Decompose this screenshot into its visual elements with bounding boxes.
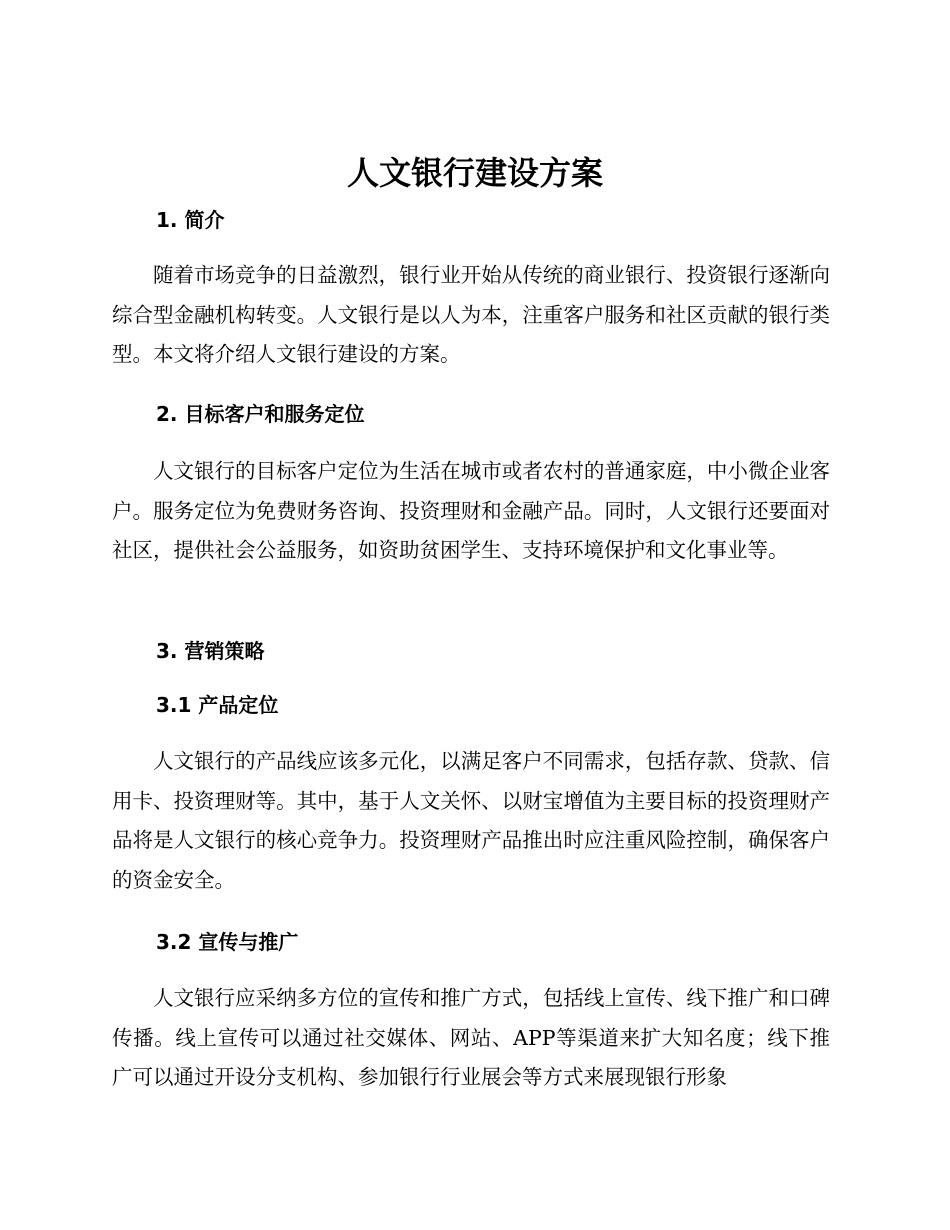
section-heading-promotion: 3.2 宣传与推广 (156, 930, 299, 954)
section-heading-intro: 1. 简介 (156, 208, 225, 232)
section-heading-marketing: 3. 营销策略 (156, 639, 265, 663)
section-paragraph-product-positioning: 人文银行的产品线应该多元化，以满足客户不同需求，包括存款、贷款、信用卡、投资理财等。其中，基于人文关怀、以财宝增值为主要目标的投资理财产品将是人文银行的核心竞争力。投资理财产品推出时应注重风险控制，确保客户的资金安全。 (112, 749, 830, 892)
section-paragraph-promotion: 人文银行应采纳多方位的宣传和推广方式，包括线上宣传、线下推广和口碑传播。线上宣传可以通过社交媒体、网站、APP等渠道来扩大知名度；线下推广可以通过开设分支机构、参加银行行业展会等方式来展现银行形象 (112, 986, 830, 1089)
document-title: 人文银行建设方案 (346, 154, 603, 192)
section-heading-target-customers: 2. 目标客户和服务定位 (156, 402, 365, 426)
section-heading-product-positioning: 3.1 产品定位 (156, 693, 279, 717)
section-paragraph-intro: 随着市场竞争的日益激烈，银行业开始从传统的商业银行、投资银行逐渐向综合型金融机构转变。人文银行是以人为本，注重客户服务和社区贡献的银行类型。本文将介绍人文银行建设的方案。 (112, 263, 830, 366)
section-paragraph-target-customers: 人文银行的目标客户定位为生活在城市或者农村的普通家庭，中小微企业客户。服务定位为免费财务咨询、投资理财和金融产品。同时，人文银行还要面对社区，提供社会公益服务，如资助贫困学生、支持环境保护和文化事业等。 (112, 459, 830, 562)
